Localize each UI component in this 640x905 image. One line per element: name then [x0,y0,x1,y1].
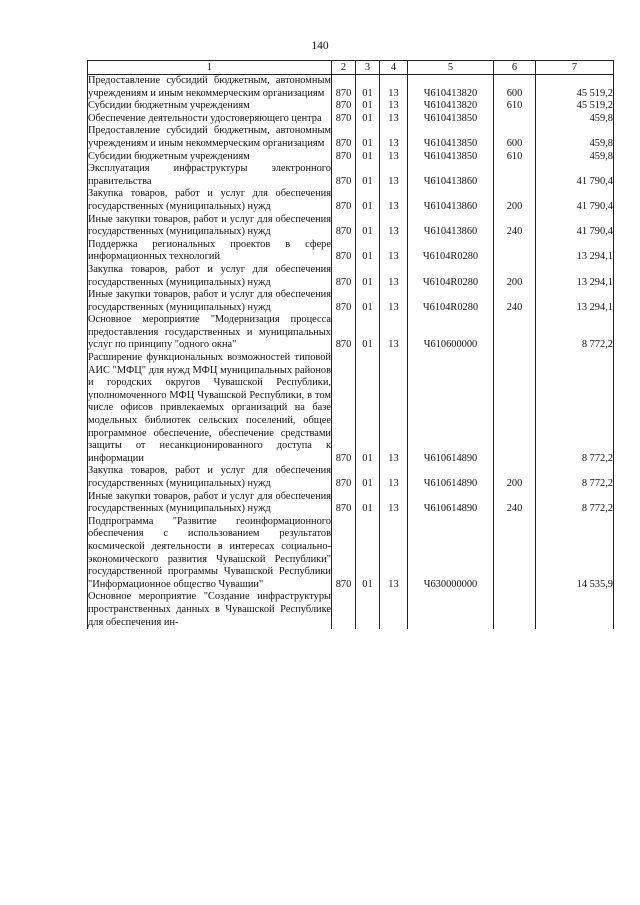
table-row [88,239,614,264]
amount: 13 294,1 [536,239,614,264]
code-target-article: Ч610413860 [408,188,494,213]
table-row [88,289,614,314]
table-row [88,163,614,188]
column-header: 4 [380,61,408,75]
code-main-admin: 870 [332,314,356,352]
code-expense-type [494,516,536,592]
code-expense-type [494,352,536,465]
row-name: Подпрограмма "Развитие геоинформационного обеспечения с использованием результатов космической деятельности в интересах социально-экономического развития Чувашской Республики" государственной программы Чувашской Республики "Информационное общество Чувашии" [88,515,331,590]
code-expense-type: 240 [494,289,536,314]
code-main-admin: 870 [332,491,356,516]
code-section: 01 [356,289,380,314]
code-subsection: 13 [380,125,408,150]
code-expense-type: 200 [494,188,536,213]
code-subsection: 13 [380,289,408,314]
table-row [88,75,614,101]
column-header: 1 [88,61,332,75]
code-subsection: 13 [380,516,408,592]
row-name: Иные закупки товаров, работ и услуг для обеспечения государственных (муниципальных) нужд [88,213,331,238]
code-target-article: Ч610413860 [408,214,494,239]
amount: 459,8 [536,113,614,126]
table-row [88,151,614,164]
code-section: 01 [356,75,380,101]
code-subsection: 13 [380,465,408,490]
code-target-article: Ч610413820 [408,75,494,101]
code-main-admin: 870 [332,352,356,465]
amount: 459,8 [536,125,614,150]
code-subsection: 13 [380,188,408,213]
row-name: Предоставление субсидий бюджетным, автономным учреждениям и иным некоммерческим организациям [88,75,331,99]
code-target-article: Ч630000000 [408,516,494,592]
amount: 41 790,4 [536,163,614,188]
table-row [88,214,614,239]
code-target-article: Ч610614890 [408,465,494,490]
budget-table [87,60,614,629]
code-target-article: Ч610413850 [408,125,494,150]
code-subsection: 13 [380,352,408,465]
table-header-row [88,61,614,75]
code-subsection: 13 [380,239,408,264]
column-header: 5 [408,61,494,75]
code-expense-type: 240 [494,214,536,239]
table-row [88,591,614,629]
code-subsection: 13 [380,491,408,516]
row-name: Расширение функциональных возможностей типовой АИС "МФЦ" для нужд МФЦ муниципальных районов и городских округов Чувашской Республики, уполномоченного МФЦ Чувашской Республики, в том числе офисов привлекаемых организаций на базе модельных библиотек сельских поселений, общее программное обеспечение, обеспечение средствами защиты от несанкционированного доступа к информации [88,352,331,464]
row-name: Закупка товаров, работ и услуг для обеспечения государственных (муниципальных) нужд [88,188,331,212]
row-name: Предоставление субсидий бюджетным, автономным учреждениям и иным некоммерческим организациям [88,125,331,149]
code-section: 01 [356,264,380,289]
code-section: 01 [356,465,380,490]
code-main-admin: 870 [332,75,356,101]
code-subsection: 13 [380,100,408,113]
code-section: 01 [356,491,380,516]
page-number: 140 [311,40,329,52]
row-name: Субсидии бюджетным учреждениям [88,100,332,113]
row-name: Закупка товаров, работ и услуг для обеспечения государственных (муниципальных) нужд [88,263,331,288]
table-row [88,100,614,113]
code-expense-type: 610 [494,151,536,164]
code-expense-type [494,113,536,126]
amount: 13 294,1 [536,289,614,314]
row-name: Поддержка региональных проектов в сфере информационных технологий [88,238,331,263]
table-row [88,465,614,490]
amount: 45 519,2 [536,100,614,113]
code-main-admin: 870 [332,151,356,164]
amount: 41 790,4 [536,214,614,239]
column-header: 3 [356,61,380,75]
code-expense-type: 600 [494,125,536,150]
row-name: Основное мероприятие "Модернизация процесса предоставления государственных и муниципальных услуг по принципу "одного окна" [88,314,331,351]
code-expense-type: 240 [494,491,536,516]
code-section: 01 [356,352,380,465]
code-main-admin: 870 [332,188,356,213]
code-expense-type: 200 [494,264,536,289]
amount: 13 294,1 [536,264,614,289]
code-main-admin [332,591,356,629]
amount: 459,8 [536,151,614,164]
code-main-admin: 870 [332,264,356,289]
column-header: 2 [332,61,356,75]
code-section: 01 [356,314,380,352]
code-target-article: Ч610614890 [408,352,494,465]
column-header: 7 [536,61,614,75]
row-name: Обеспечение деятельности удостоверяющего центра [88,113,332,126]
code-subsection: 13 [380,113,408,126]
code-section: 01 [356,516,380,592]
amount: 45 519,2 [536,75,614,101]
code-subsection: 13 [380,214,408,239]
code-target-article: Ч610614890 [408,491,494,516]
code-subsection: 13 [380,314,408,352]
row-name: Закупка товаров, работ и услуг для обеспечения государственных (муниципальных) нужд [88,465,331,489]
code-subsection: 13 [380,163,408,188]
amount: 8 772,2 [536,314,614,352]
table-body [88,75,614,630]
code-main-admin: 870 [332,125,356,150]
code-expense-type [494,163,536,188]
code-subsection: 13 [380,75,408,101]
column-header: 6 [494,61,536,75]
code-main-admin: 870 [332,214,356,239]
code-target-article: Ч610413860 [408,163,494,188]
code-expense-type [494,239,536,264]
code-section: 01 [356,188,380,213]
code-section: 01 [356,163,380,188]
table-row [88,516,614,592]
code-section: 01 [356,113,380,126]
table-row [88,188,614,213]
table-row [88,113,614,126]
amount: 8 772,2 [536,465,614,490]
code-subsection [380,591,408,629]
table-row [88,491,614,516]
row-name: Иные закупки товаров, работ и услуг для обеспечения государственных (муниципальных) нужд [88,289,331,313]
code-main-admin: 870 [332,113,356,126]
row-name: Субсидии бюджетным учреждениям [88,151,332,164]
amount: 8 772,2 [536,491,614,516]
code-target-article: Ч610413820 [408,100,494,113]
code-main-admin: 870 [332,163,356,188]
code-main-admin: 870 [332,100,356,113]
code-section: 01 [356,125,380,150]
code-target-article: Ч6104R0280 [408,289,494,314]
code-expense-type: 600 [494,75,536,101]
amount [536,591,614,629]
amount: 14 535,9 [536,516,614,592]
code-target-article: Ч610413850 [408,151,494,164]
code-section: 01 [356,100,380,113]
code-main-admin: 870 [332,465,356,490]
amount: 41 790,4 [536,188,614,213]
code-section: 01 [356,214,380,239]
table-row [88,264,614,289]
table-row [88,125,614,150]
row-name: Основное мероприятие "Создание инфраструктуры пространственных данных в Чувашской Республике для обеспечения ин- [88,591,331,628]
row-name: Иные закупки товаров, работ и услуг для обеспечения государственных (муниципальных) нужд [88,490,331,515]
code-target-article: Ч610600000 [408,314,494,352]
row-name: Эксплуатация инфраструктуры электронного правительства [88,163,331,187]
code-expense-type: 200 [494,465,536,490]
code-expense-type [494,591,536,629]
code-section [356,591,380,629]
code-main-admin: 870 [332,516,356,592]
table-row [88,352,614,465]
amount: 8 772,2 [536,352,614,465]
code-target-article: Ч610413850 [408,113,494,126]
code-main-admin: 870 [332,289,356,314]
code-section: 01 [356,151,380,164]
code-target-article [408,591,494,629]
code-target-article: Ч6104R0280 [408,264,494,289]
code-expense-type [494,314,536,352]
table-row [88,314,614,352]
code-target-article: Ч6104R0280 [408,239,494,264]
code-section: 01 [356,239,380,264]
code-subsection: 13 [380,151,408,164]
code-main-admin: 870 [332,239,356,264]
code-subsection: 13 [380,264,408,289]
code-expense-type: 610 [494,100,536,113]
